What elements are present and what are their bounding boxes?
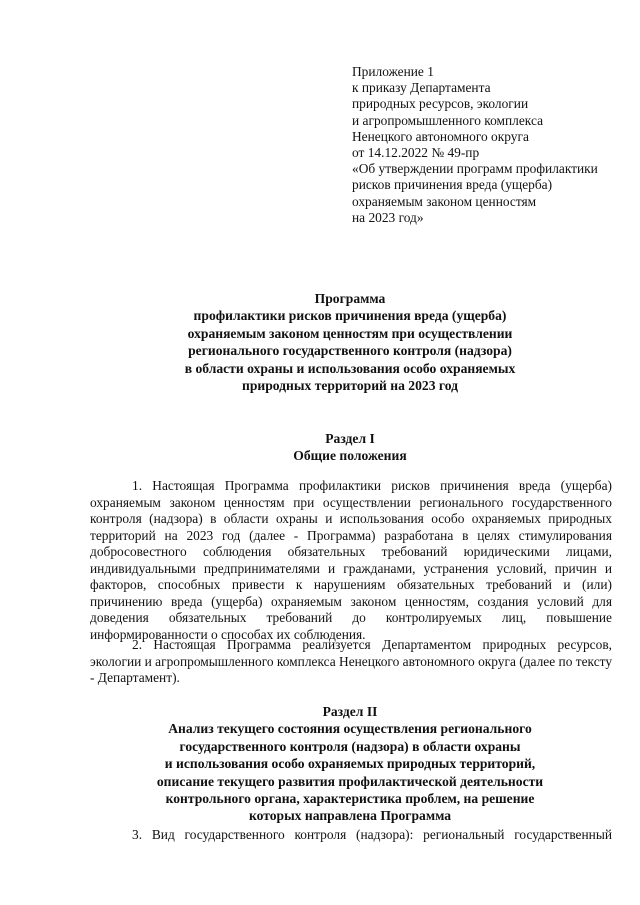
appendix-line: Ненецкого автономного округа: [352, 128, 529, 144]
title-line: охраняемым законом ценностям при осуществлении: [187, 325, 513, 341]
section-title: Общие положения: [293, 448, 407, 464]
section-title-line: описание текущего развития профилактической деятельности: [156, 773, 544, 789]
appendix-line: «Об утверждении программ профилактики: [352, 161, 598, 177]
title-line: в области охраны и использования особо охраняемых: [184, 360, 516, 376]
paragraph-text: 3. Вид государственного контроля (надзора): региональный государственный: [132, 827, 612, 842]
appendix-line: Приложение 1: [352, 64, 434, 79]
title-line: природных территорий на 2023 год: [241, 378, 459, 394]
title-line: регионального государственного контроля (надзора): [188, 343, 512, 359]
appendix-line: и агропромышленного комплекса: [352, 112, 544, 128]
section-title-line: государственного контроля (надзора) в области охраны: [179, 738, 521, 754]
appendix-line: от 14.12.2022 № 49-пр: [352, 145, 480, 161]
appendix-block: [352, 64, 622, 226]
section-title-line: и использования особо охраняемых природных территорий,: [164, 756, 536, 772]
title-line: Программа: [314, 291, 386, 306]
section-1-heading: [60, 430, 640, 465]
appendix-line: природных ресурсов, экологии: [352, 96, 529, 112]
title-line: профилактики рисков причинения вреда (ущерба): [193, 308, 507, 324]
section-title-line: которых направлена Программа: [248, 808, 452, 824]
section-number: Раздел I: [325, 431, 375, 446]
paragraph-text: 2. Настоящая Программа реализуется Департаментом природных ресурсов, экологии и агропромышленного комплекса Ненецкого автономного округа (далее по тексту - Департамент).: [90, 637, 613, 685]
section-title-line: контрольного органа, характеристика проблем, на решение: [165, 791, 535, 807]
section-number: Раздел II: [322, 704, 378, 719]
appendix-line: рисков причинения вреда (ущерба): [352, 177, 553, 193]
paragraph-3: [90, 827, 612, 844]
appendix-line: охраняемым законом ценностям: [352, 193, 537, 209]
appendix-line: к приказу Департамента: [352, 80, 491, 96]
paragraph-2: [90, 637, 612, 687]
section-2-heading: [60, 703, 640, 825]
paragraph-1: [90, 478, 612, 643]
program-title: [60, 290, 640, 394]
appendix-line: на 2023 год»: [352, 209, 424, 225]
paragraph-text: 1. Настоящая Программа профилактики рисков причинения вреда (ущерба) охраняемым законом ценностям при осуществлении регионального государственного контроля (надзора) в области охраны и использования особо охраняемых природных территорий на 2023 год (далее - Программа) разработана в целях стимулирования добросовестного соблюдения обязательных требований юридическими лицами, индивидуальными предпринимателями и гражданами, устранения условий, причин и факторов, способных привести к нарушениям обязательных требований и (или) причинению вреда (ущерба) охраняемым законом ценностям, создания условий для доведения обязательных требований до контролируемых лиц, повышение информированности о способах их соблюдения.: [90, 478, 612, 642]
section-title-line: Анализ текущего состояния осуществления регионального: [168, 721, 532, 737]
